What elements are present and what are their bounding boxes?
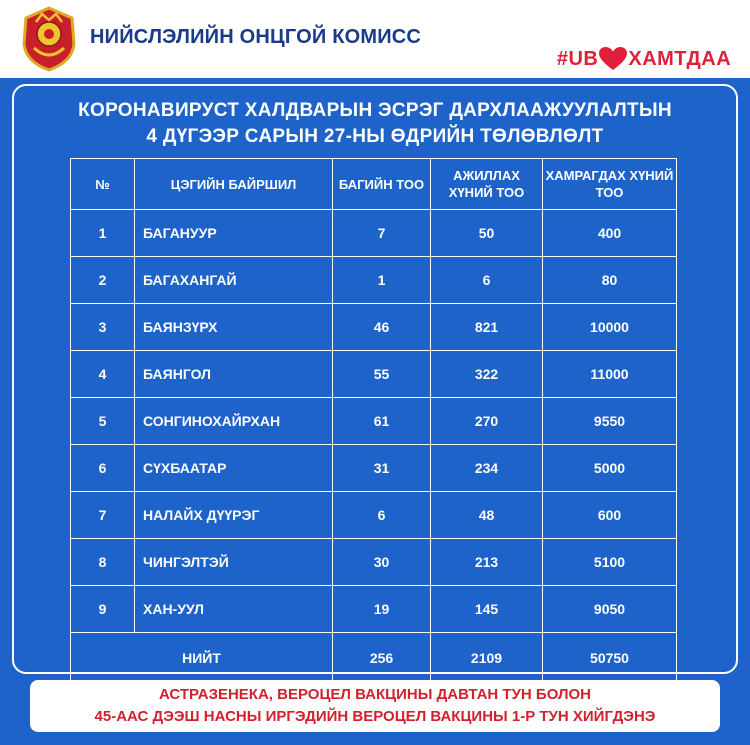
row-workers: 145 [431, 586, 543, 633]
table-row [71, 586, 677, 633]
total-teams: 256 [333, 633, 431, 684]
row-location: ХАН-УУЛ [135, 586, 333, 633]
row-location: СОНГИНОХАЙРХАН [135, 398, 333, 445]
page-title [0, 98, 750, 150]
row-workers: 48 [431, 492, 543, 539]
row-number: 8 [71, 539, 135, 586]
table-row [71, 539, 677, 586]
heart-icon [599, 47, 627, 71]
row-location: БАЯНЗҮРХ [135, 304, 333, 351]
row-covered: 11000 [543, 351, 677, 398]
row-covered: 9050 [543, 586, 677, 633]
row-number: 2 [71, 257, 135, 304]
row-number: 6 [71, 445, 135, 492]
total-label: НИЙТ [71, 633, 333, 684]
total-workers: 2109 [431, 633, 543, 684]
row-teams: 1 [333, 257, 431, 304]
row-number: 9 [71, 586, 135, 633]
row-covered: 5000 [543, 445, 677, 492]
row-teams: 6 [333, 492, 431, 539]
row-teams: 46 [333, 304, 431, 351]
row-number: 5 [71, 398, 135, 445]
total-covered: 50750 [543, 633, 677, 684]
row-workers: 213 [431, 539, 543, 586]
footer-notice [30, 680, 720, 732]
title-line-1: КОРОНАВИРУСТ ХАЛДВАРЫН ЭСРЭГ ДАРХЛААЖУУЛАЛТЫН [78, 100, 672, 121]
row-covered: 600 [543, 492, 677, 539]
row-workers: 50 [431, 210, 543, 257]
footer-line-2: 45-ААС ДЭЭШ НАСНЫ ИРГЭДИЙН ВЕРОЦЕЛ ВАКЦИНЫ 1-Р ТУН ХИЙГДЭНЭ [94, 708, 656, 725]
row-location: НАЛАЙХ ДҮҮРЭГ [135, 492, 333, 539]
header-covered: ХАМРАГДАХ ХҮНИЙ ТОО [543, 159, 677, 210]
row-covered: 10000 [543, 304, 677, 351]
row-location: БАГАХАНГАЙ [135, 257, 333, 304]
row-covered: 400 [543, 210, 677, 257]
row-location: БАГАНУУР [135, 210, 333, 257]
table-row [71, 210, 677, 257]
header-teams: БАГИЙН ТОО [333, 159, 431, 210]
row-covered: 80 [543, 257, 677, 304]
header-workers: АЖИЛЛАХ ХҮНИЙ ТОО [431, 159, 543, 210]
badge-suffix: ХАМТДАА [628, 47, 732, 70]
row-workers: 6 [431, 257, 543, 304]
row-workers: 270 [431, 398, 543, 445]
table-row [71, 445, 677, 492]
table-row [71, 398, 677, 445]
header-number: № [71, 159, 135, 210]
row-teams: 31 [333, 445, 431, 492]
table-row [71, 351, 677, 398]
row-location: СҮХБААТАР [135, 445, 333, 492]
row-teams: 61 [333, 398, 431, 445]
row-teams: 55 [333, 351, 431, 398]
ub-hashtag-badge [548, 42, 740, 76]
table-total-row [71, 633, 677, 684]
table-row [71, 304, 677, 351]
row-covered: 5100 [543, 539, 677, 586]
table-row [71, 492, 677, 539]
row-workers: 821 [431, 304, 543, 351]
row-location: БАЯНГОЛ [135, 351, 333, 398]
title-line-2: 4 ДҮГЭЭР САРЫН 27-НЫ ӨДРИЙН ТӨЛӨВЛӨЛТ [146, 126, 604, 147]
vaccination-plan-table [70, 158, 677, 684]
row-teams: 19 [333, 586, 431, 633]
footer-line-1: АСТРАЗЕНЕКА, ВЕРОЦЕЛ ВАКЦИНЫ ДАВТАН ТУН БОЛОН [158, 686, 592, 703]
row-covered: 9550 [543, 398, 677, 445]
ulaanbaatar-emblem-icon [14, 4, 84, 74]
header-location: ЦЭГИЙН БАЙРШИЛ [135, 159, 333, 210]
row-number: 7 [71, 492, 135, 539]
row-location: ЧИНГЭЛТЭЙ [135, 539, 333, 586]
badge-prefix: #UB [556, 47, 599, 70]
row-number: 1 [71, 210, 135, 257]
organization-title: НИЙСЛЭЛИЙН ОНЦГОЙ КОМИСС [90, 26, 422, 48]
row-workers: 234 [431, 445, 543, 492]
row-teams: 30 [333, 539, 431, 586]
row-teams: 7 [333, 210, 431, 257]
row-number: 3 [71, 304, 135, 351]
row-number: 4 [71, 351, 135, 398]
row-workers: 322 [431, 351, 543, 398]
table-header-row [71, 159, 677, 210]
table-row [71, 257, 677, 304]
